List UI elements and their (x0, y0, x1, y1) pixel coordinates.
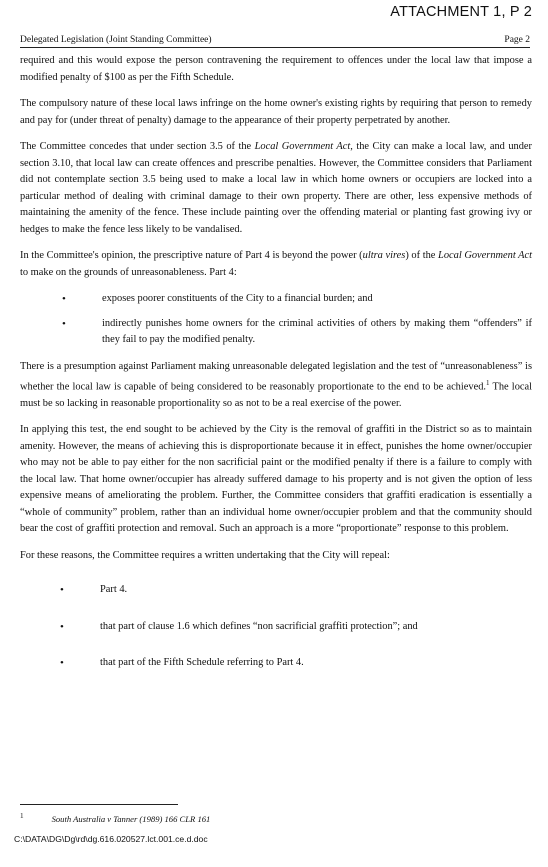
bullet-icon: • (62, 317, 66, 330)
paragraph-4-text-a: In the Committee's opinion, the prescriptive nature of Part 4 is beyond the power ( (20, 250, 363, 261)
paragraph-3-text-b: , the City can make a local law, and under section 3.10, that local law can create offences and prescribe penalties. However, the Committee considers that Parliament did not contemplate section 3.5 being used to make a local law in which home owners or occupiers are locked into a particular method of dealing with criminal damage to their own property. There are other, less expensive methods of maintaining the amenity of the fence. These include painting over the offending material or planting fast growing ivy or hedges to make the fence less likely to be vandalised. (20, 141, 532, 235)
act-name: Local Government Act (254, 141, 351, 152)
list-item (20, 655, 532, 672)
footnote-text: South Australia v Tanner (1989) 166 CLR 161 (51, 813, 211, 824)
list-item-text: Part 4. (100, 584, 128, 596)
list-item (20, 619, 532, 636)
bullet-icon: • (60, 657, 64, 670)
list-item-text: that part of clause 1.6 which defines “non sacrificial graffiti protection”; and (100, 620, 418, 632)
footnote-number: 1 (20, 812, 24, 820)
paragraph-5 (20, 359, 532, 413)
list-item (20, 291, 532, 308)
paragraph-3-text-a: The Committee concedes that under section 3.5 of the (20, 141, 255, 152)
paragraph-5-text-b: The local must be so lacking in reasonable proportionality so as not to be a real exercise of the power. (20, 381, 532, 409)
page-header (20, 35, 530, 48)
list-item-text: indirectly punishes home owners for the criminal activities of others by making them “offenders” if they fail to pay the modified penalty. (102, 317, 532, 345)
header-title: Delegated Legislation (Joint Standing Committee) (20, 35, 212, 45)
list-item (20, 316, 532, 349)
part4-effects-list (20, 291, 532, 349)
paragraph-6: In applying this test, the end sought to be achieved by the City is the removal of graffiti in the District so as to maintain amenity. However, the means of achieving this is disproportionate because it in effect, punishes the home owner/occupier who may not be able to pay either for the non sacrificial paint or the modified penalty if there is a failure to comply with the local law. That home owner/occupier has already suffered damage to his property and is not given the option of less expensive means of ameliorating the problem. Further, the Committee considers that graffiti eradication is essentially a “whole of community” problem, rather than an individual home owner/occupier problem and that the community should bear the cost of graffiti protection and removal. Such an approach is a more “proportionate” response to this problem. (20, 424, 532, 535)
paragraph-4 (20, 248, 532, 281)
paragraph-4-text-b: ) of the (405, 250, 439, 261)
page-number: Page 2 (504, 35, 530, 45)
footnote (20, 812, 210, 824)
paragraph-1: required and this would expose the person contravening the requirement to offences under the local law that impose a modified penalty of $100 as per the Fifth Schedule. (20, 55, 532, 83)
document-body (20, 53, 532, 692)
bullet-icon: • (60, 620, 64, 633)
paragraph-7: For these reasons, the Committee requires a written undertaking that the City will repeal: (20, 549, 390, 561)
footnote-divider (20, 804, 178, 805)
ultra-vires: ultra vires (362, 250, 406, 261)
list-item (20, 582, 532, 599)
footnote-ref: 1 (485, 379, 490, 387)
file-path: C:\DATA\DG\Dg\rd\dg.616.020527.lct.001.ce.d.doc (14, 834, 208, 844)
bullet-icon: • (62, 293, 66, 305)
paragraph-2: The compulsory nature of these local laws infringe on the home owner's existing rights by requiring that person to remedy and pay for (under threat of penalty) damage to the appearance of their property perpetrated by another. (20, 98, 532, 126)
repeal-list (20, 582, 532, 672)
paragraph-4-text-c: to make on the grounds of unreasonableness. Part 4: (20, 266, 237, 278)
list-item-text: that part of the Fifth Schedule referring to Part 4. (100, 657, 304, 669)
paragraph-3 (20, 139, 532, 238)
attachment-label: ATTACHMENT 1, P 2 (390, 4, 532, 20)
paragraph-5-text-a: There is a presumption against Parliament making unreasonable delegated legislation and the test of “unreasonableness” is whether the local law is capable of being considered to be reasonably proportionate to the end to be achieved. (20, 360, 532, 393)
bullet-icon: • (60, 584, 64, 597)
list-item-text: exposes poorer constituents of the City to a financial burden; and (102, 293, 373, 304)
act-name-2: Local Government Act (438, 250, 533, 261)
